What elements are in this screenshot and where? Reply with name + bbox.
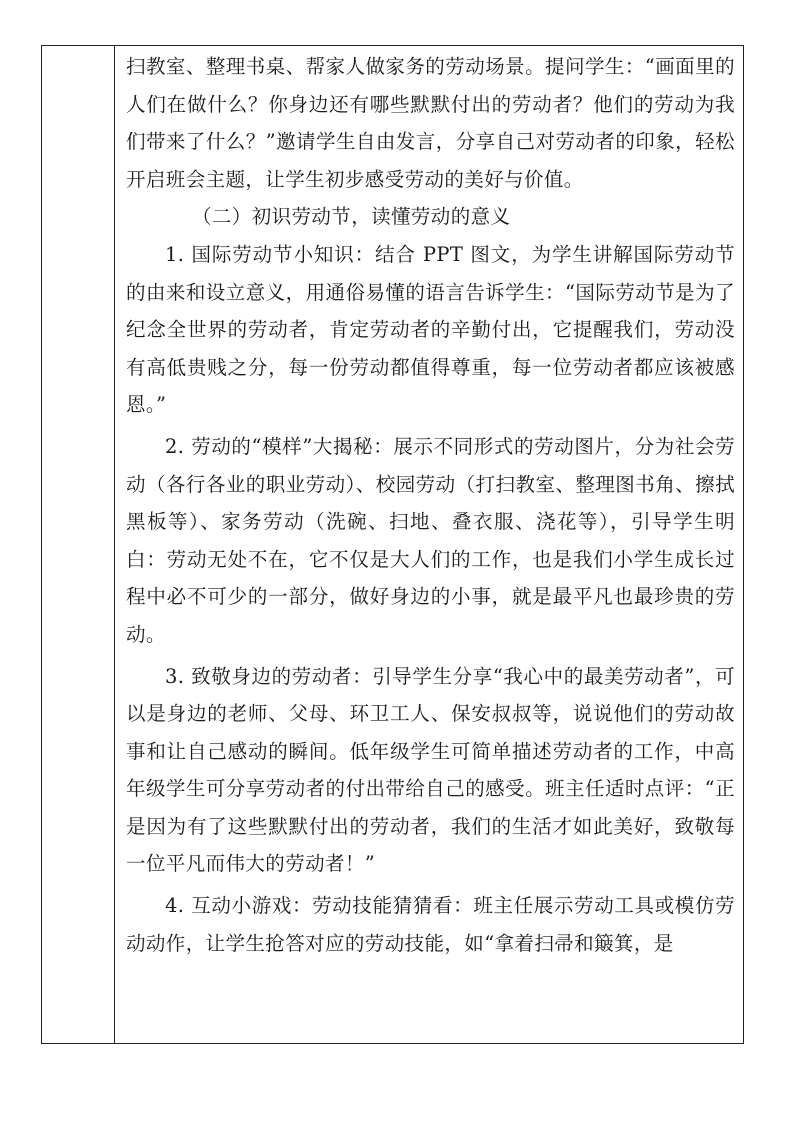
- item-3-paragraph: 3. 致敬身边的劳动者：引导学生分享“我心中的最美劳动者”，可以是身边的老师、父母、环卫工人、保安叔叔等，说说他们的劳动故事和让自己感动的瞬间。低年级学生可简单描述劳动者的工作，中高年级学生可分享劳动者的付出带给自己的感受。班主任适时点评：“正是因为有了这些默默付出的劳动者，我们的生活才如此美好，致敬每一位平凡而伟大的劳动者！”: [126, 664, 735, 876]
- section-heading: （二）初识劳动节，读懂劳动的意义: [192, 205, 511, 229]
- table-content-cell: [115, 46, 743, 1043]
- content-table: [41, 45, 744, 1044]
- table-left-column: [42, 46, 115, 1043]
- item-2-paragraph: 2. 劳动的“模样”大揭秘：展示不同形式的劳动图片，分为社会劳动（各行各业的职业劳动）、校园劳动（打扫教室、整理图书角、擦拭黑板等）、家务劳动（洗碗、扫地、叠衣服、浇花等），引导学生明白：劳动无处不在，它不仅是大人们的工作，也是我们小学生成长过程中必不可少的一部分，做好身边的小事，就是最平凡也最珍贵的劳动。: [126, 434, 735, 646]
- item-4-paragraph: 4. 互动小游戏：劳动技能猜猜看：班主任展示劳动工具或模仿劳动动作，让学生抢答对应的劳动技能，如“拿着扫帚和簸箕，是: [126, 894, 735, 955]
- intro-paragraph: 扫教室、整理书桌、帮家人做家务的劳动场景。提问学生：“画面里的人们在做什么？你身边还有哪些默默付出的劳动者？他们的劳动为我们带来了什么？”邀请学生自由发言，分享自己对劳动者的印象，轻松开启班会主题，让学生初步感受劳动的美好与价值。: [126, 55, 735, 191]
- item-1-paragraph: 1. 国际劳动节小知识：结合 PPT 图文，为学生讲解国际劳动节的由来和设立意义，用通俗易懂的语言告诉学生：“国际劳动节是为了纪念全世界的劳动者，肯定劳动者的辛勤付出，它提醒我们，劳动没有高低贵贱之分，每一份劳动都值得尊重，每一位劳动者都应该被感恩。”: [126, 242, 735, 417]
